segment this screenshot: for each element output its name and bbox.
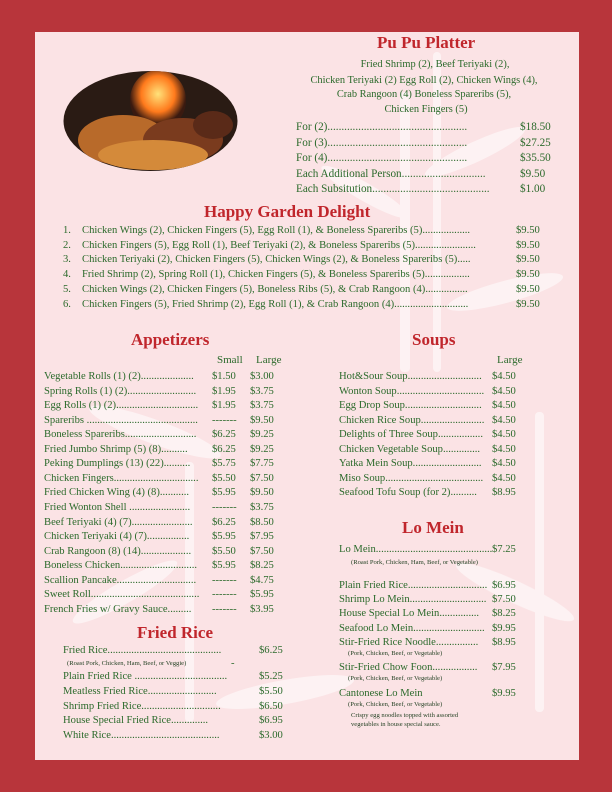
pupu-description-line: Crab Rangoon (4) Boneless Spareribs (5), [336,89,512,100]
soup-price: $4.50 [492,400,516,412]
appetizer-name: Fried Wonton Shell ....................... [44,501,191,513]
happy-garden-item [63,225,563,239]
cantonese-lo-mein-note: Crispy egg noodles topped with assorted [351,712,459,719]
happy-garden-item-text: Chicken Teriyaki (2), Chicken Fingers (5), Chicken Wings (2), & Boneless Spareribs (5)..... [82,254,471,266]
fried-rice-price: $6.25 [259,645,283,656]
soup-price: $4.50 [492,414,516,426]
pupu-price-row [296,152,556,167]
appetizer-large-price: $7.75 [250,458,274,470]
fried-rice-row [63,671,293,685]
appetizers-title: Appetizers [131,330,210,349]
pupu-description-line: Chicken Teriyaki (2) Egg Roll (2), Chicken Wings (4), [310,75,538,86]
lo-mein-title: Lo Mein [402,518,464,537]
appetizer-name: Fried Chicken Wing (4) (8)........... [44,487,190,499]
lo-mein-price: $6.95 [492,580,516,591]
fried-rice-row [63,645,293,659]
lo-mein-name: House Special Lo Mein............... [339,608,480,619]
happy-garden-item-price: $9.50 [516,269,540,281]
appetizer-small-price: $1.95 [212,400,236,412]
fried-rice-price: $6.50 [259,701,283,712]
appetizer-row [44,546,304,560]
menu-panel [35,32,579,760]
appetizer-row [44,444,304,458]
soups-title: Soups [412,330,456,349]
appetizer-large-price: $9.50 [250,487,274,499]
soup-price: $8.95 [492,487,516,499]
soup-price: $4.50 [492,371,516,382]
lo-mein-price: $9.95 [492,688,516,699]
soups-large-header: Large [497,354,523,366]
lo-mein-row [339,594,559,608]
appetizer-row [44,604,304,618]
appetizer-row [44,487,304,501]
lo-mein-price: $7.95 [492,662,516,673]
appetizer-large-price: $3.95 [250,603,274,615]
fried-rice-name: Meatless Fried Rice.......................... [63,686,217,697]
appetizer-name: Scallion Pancake.............................. [44,574,197,586]
fried-rice-name: Fried Rice........................................... [63,645,222,656]
soup-name: Wonton Soup................................. [339,385,485,397]
appetizer-row [44,575,304,589]
happy-garden-item-number: 2. [63,239,71,251]
pupu-platter-photo [63,70,238,172]
soup-price: $4.50 [492,443,516,455]
appetizer-large-price: $9.50 [250,414,274,426]
appetizer-name: Sweet Roll......................................... [44,589,200,601]
happy-garden-item-text: Chicken Wings (2), Chicken Fingers (5), Boneless Ribs (5), & Crab Rangoon (4)................ [82,283,468,295]
fried-rice-price: $6.95 [259,715,283,726]
fried-rice-row [63,686,293,700]
happy-garden-item-price: $9.50 [516,298,540,310]
lo-mein-name: Cantonese Lo Mein [339,688,423,699]
fried-rice-price: $5.25 [259,671,283,682]
fried-rice-sub-price: - [231,658,235,669]
happy-garden-item-number: 1. [63,225,71,236]
appetizer-small-price: ------- [212,603,237,615]
soup-row [339,415,559,429]
appetizer-row [44,458,304,472]
appetizer-name: Chicken Fingers................................ [44,472,199,484]
soup-row [339,400,559,414]
appetizer-row [44,429,304,443]
soup-name: Miso Soup..................................... [339,472,484,484]
lo-mein-name: Seafood Lo Mein........................... [339,623,485,634]
happy-garden-item-number: 4. [63,269,71,281]
soup-row [339,473,559,487]
appetizer-small-price: $1.50 [212,371,236,382]
happy-garden-item-price: $9.50 [516,283,540,295]
appetizer-small-price: $5.50 [212,545,236,557]
appetizer-small-price: $6.25 [212,429,236,441]
pupu-price-row [296,137,556,152]
pupu-price-value: $27.25 [520,136,551,149]
lo-mein-sub-note: (Pork, Chicken, Beef, or Vegetable) [348,650,443,657]
happy-garden-item [63,299,563,313]
soup-price: $4.50 [492,429,516,441]
appetizer-name: French Fries w/ Gravy Sauce......... [44,603,192,615]
pupu-price-value: $35.50 [520,152,551,164]
appetizer-row [44,502,304,516]
fried-rice-name: Plain Fried Rice ................................... [63,671,228,682]
soup-row [339,429,559,443]
pupu-price-label: For (3).................................................. [296,136,468,149]
soup-name: Yatka Mein Soup.......................... [339,458,482,470]
lo-mein-name: Lo Mein............................................ [339,544,493,555]
appetizer-small-price: $5.75 [212,458,236,470]
fried-rice-name: White Rice......................................... [63,730,220,741]
soup-name: Seafood Tofu Soup (for 2).......... [339,487,477,499]
soup-price: $4.50 [492,385,516,397]
pupu-platter-title: Pu Pu Platter [377,33,476,52]
happy-garden-item-price: $9.50 [516,239,540,251]
lo-mein-sub-note: (Pork, Chicken, Beef, or Vegetable) [348,675,443,682]
soup-name: Chicken Rice Soup........................ [339,414,485,426]
appetizer-large-price: $3.75 [250,501,274,513]
happy-garden-item [63,284,563,298]
lo-mein-price: $8.25 [492,608,516,619]
lo-mein-row [339,623,559,637]
fried-rice-name: House Special Fried Rice.............. [63,715,209,726]
lo-mein-row [339,580,559,594]
appetizer-small-price: $1.95 [212,385,236,397]
appetizer-name: Crab Rangoon (8) (14)................... [44,545,192,557]
appetizer-large-price: $3.00 [250,371,274,382]
soup-row [339,386,559,400]
fried-rice-sub-note: (Roast Pork, Chicken, Ham, Beef, or Veggie) [67,660,187,667]
lo-mein-row [339,662,559,676]
happy-garden-item-price: $9.50 [516,225,540,236]
appetizer-name: Boneless Chicken............................. [44,560,198,572]
appetizer-name: Peking Dumplings (13) (22).......... [44,458,191,470]
appetizer-large-price: $8.25 [250,560,274,572]
appetizer-name: Vegetable Rolls (1) (2).................... [44,371,194,382]
cantonese-lo-mein-note: vegetables in house special sauce. [351,721,441,728]
soup-row [339,487,559,501]
appetizer-name: Spareribs .......................................... [44,414,198,426]
appetizer-row [44,415,304,429]
happy-garden-item-number: 3. [63,254,71,266]
lo-mein-sub-note: (Roast Pork, Chicken, Ham, Beef, or Vegetable) [351,559,478,566]
soup-name: Delights of Three Soup................. [339,429,483,441]
pupu-price-label: For (2).................................................. [296,121,468,133]
soup-price: $4.50 [492,472,516,484]
appetizer-large-price: $4.75 [250,574,274,586]
soup-name: Chicken Vegetable Soup.............. [339,443,481,455]
appetizer-name: Chicken Teriyaki (4) (7)................ [44,531,190,543]
soup-name: Hot&Sour Soup............................ [339,371,482,382]
appetizer-row [44,517,304,531]
happy-garden-item [63,254,563,268]
lo-mein-name: Shrimp Lo Mein............................. [339,594,487,605]
lo-mein-price: $9.95 [492,623,516,634]
soup-row [339,458,559,472]
appetizer-small-price: $5.95 [212,560,236,572]
soup-row [339,444,559,458]
appetizer-row [44,400,304,414]
appetizer-large-price: $7.95 [250,531,274,543]
happy-garden-item-text: Chicken Wings (2), Chicken Fingers (5), Egg Roll (1), & Boneless Spareribs (5).................. [82,225,471,236]
appetizer-row [44,560,304,574]
lo-mein-row [339,544,559,558]
appetizer-small-price: $6.25 [212,443,236,455]
fried-rice-price: $3.00 [259,730,283,741]
pupu-price-row [296,183,556,198]
appetizer-large-price: $3.75 [250,385,274,397]
appetizer-large-price: $5.95 [250,589,274,601]
appetizer-row [44,473,304,487]
appetizer-large-price: $3.75 [250,400,274,412]
pupu-price-row [296,121,556,136]
lo-mein-name: Stir-Fried Chow Foon................. [339,662,478,673]
lo-mein-name: Plain Fried Rice.............................. [339,580,488,591]
appetizer-small-price: $6.25 [212,516,236,528]
lo-mein-price: $8.95 [492,637,516,648]
appetizer-large-price: $9.25 [250,429,274,441]
lo-mein-row [339,637,559,651]
pupu-description-line: Fried Shrimp (2), Beef Teriyaki (2), [360,59,510,70]
pupu-price-label: For (4).................................................. [296,152,468,164]
appetizer-large-price: $7.50 [250,472,274,484]
happy-garden-item-price: $9.50 [516,254,540,266]
happy-garden-item-number: 5. [63,283,71,295]
appetizer-small-price: ------- [212,414,237,426]
lo-mein-price: $7.50 [492,594,516,605]
fried-rice-row [63,730,293,744]
happy-garden-item [63,240,563,254]
pupu-price-value: $1.00 [520,183,546,195]
lo-mein-sub-note: (Pork, Chicken, Beef, or Vegetable) [348,701,443,708]
appetizers-small-header: Small [217,354,243,366]
pupu-price-label: Each Subsitution.......................................... [296,183,490,195]
fried-rice-row [63,701,293,715]
appetizer-row [44,589,304,603]
lo-mein-row [339,608,559,622]
fried-rice-price: $5.50 [259,686,283,697]
fried-rice-row [63,715,293,729]
appetizer-small-price: ------- [212,574,237,586]
appetizer-name: Fried Jumbo Shrimp (5) (8).......... [44,443,188,455]
fried-rice-name: Shrimp Fried Rice.............................. [63,701,221,712]
appetizer-small-price: $5.95 [212,531,236,543]
pupu-price-value: $9.50 [520,167,546,180]
appetizer-row [44,386,304,400]
happy-garden-item [63,269,563,283]
pupu-price-row [296,168,556,183]
pupu-price-label: Each Additional Person.............................. [296,167,486,180]
appetizer-row [44,531,304,545]
soup-name: Egg Drop Soup............................. [339,400,482,412]
fried-rice-title: Fried Rice [137,623,213,642]
lo-mein-name: Stir-Fried Rice Noodle................ [339,637,479,648]
appetizer-large-price: $8.50 [250,516,274,528]
pupu-description-line: Chicken Fingers (5) [384,104,468,115]
appetizer-name: Spring Rolls (1) (2).......................... [44,385,197,397]
appetizer-large-price: $9.25 [250,443,274,455]
appetizer-row [44,371,304,385]
appetizer-small-price: $5.95 [212,487,236,499]
lo-mein-row [339,688,559,702]
appetizer-small-price: ------- [212,501,237,513]
appetizer-name: Beef Teriyaki (4) (7)....................... [44,516,193,528]
appetizer-name: Boneless Spareribs........................... [44,429,197,441]
happy-garden-item-text: Chicken Fingers (5), Fried Shrimp (2), Egg Roll (1), & Crab Rangoon (4)............................ [82,298,469,310]
soup-price: $4.50 [492,458,516,470]
pupu-price-value: $18.50 [520,121,551,133]
happy-garden-item-number: 6. [63,298,71,310]
happy-garden-item-text: Chicken Fingers (5), Egg Roll (1), Beef Teriyaki (2), & Boneless Spareribs (5)....................... [82,239,476,251]
appetizer-small-price: ------- [212,589,237,601]
appetizers-large-header: Large [256,354,282,366]
happy-garden-item-text: Fried Shrimp (2), Spring Roll (1), Chicken Fingers (5), & Boneless Spareribs (5)................. [82,269,470,281]
lo-mein-price: $7.25 [492,544,516,555]
happy-garden-title: Happy Garden Delight [204,202,371,221]
appetizer-large-price: $7.50 [250,545,274,557]
appetizer-name: Egg Rolls (1) (2)............................... [44,400,199,412]
soup-row [339,371,559,385]
appetizer-small-price: $5.50 [212,472,236,484]
